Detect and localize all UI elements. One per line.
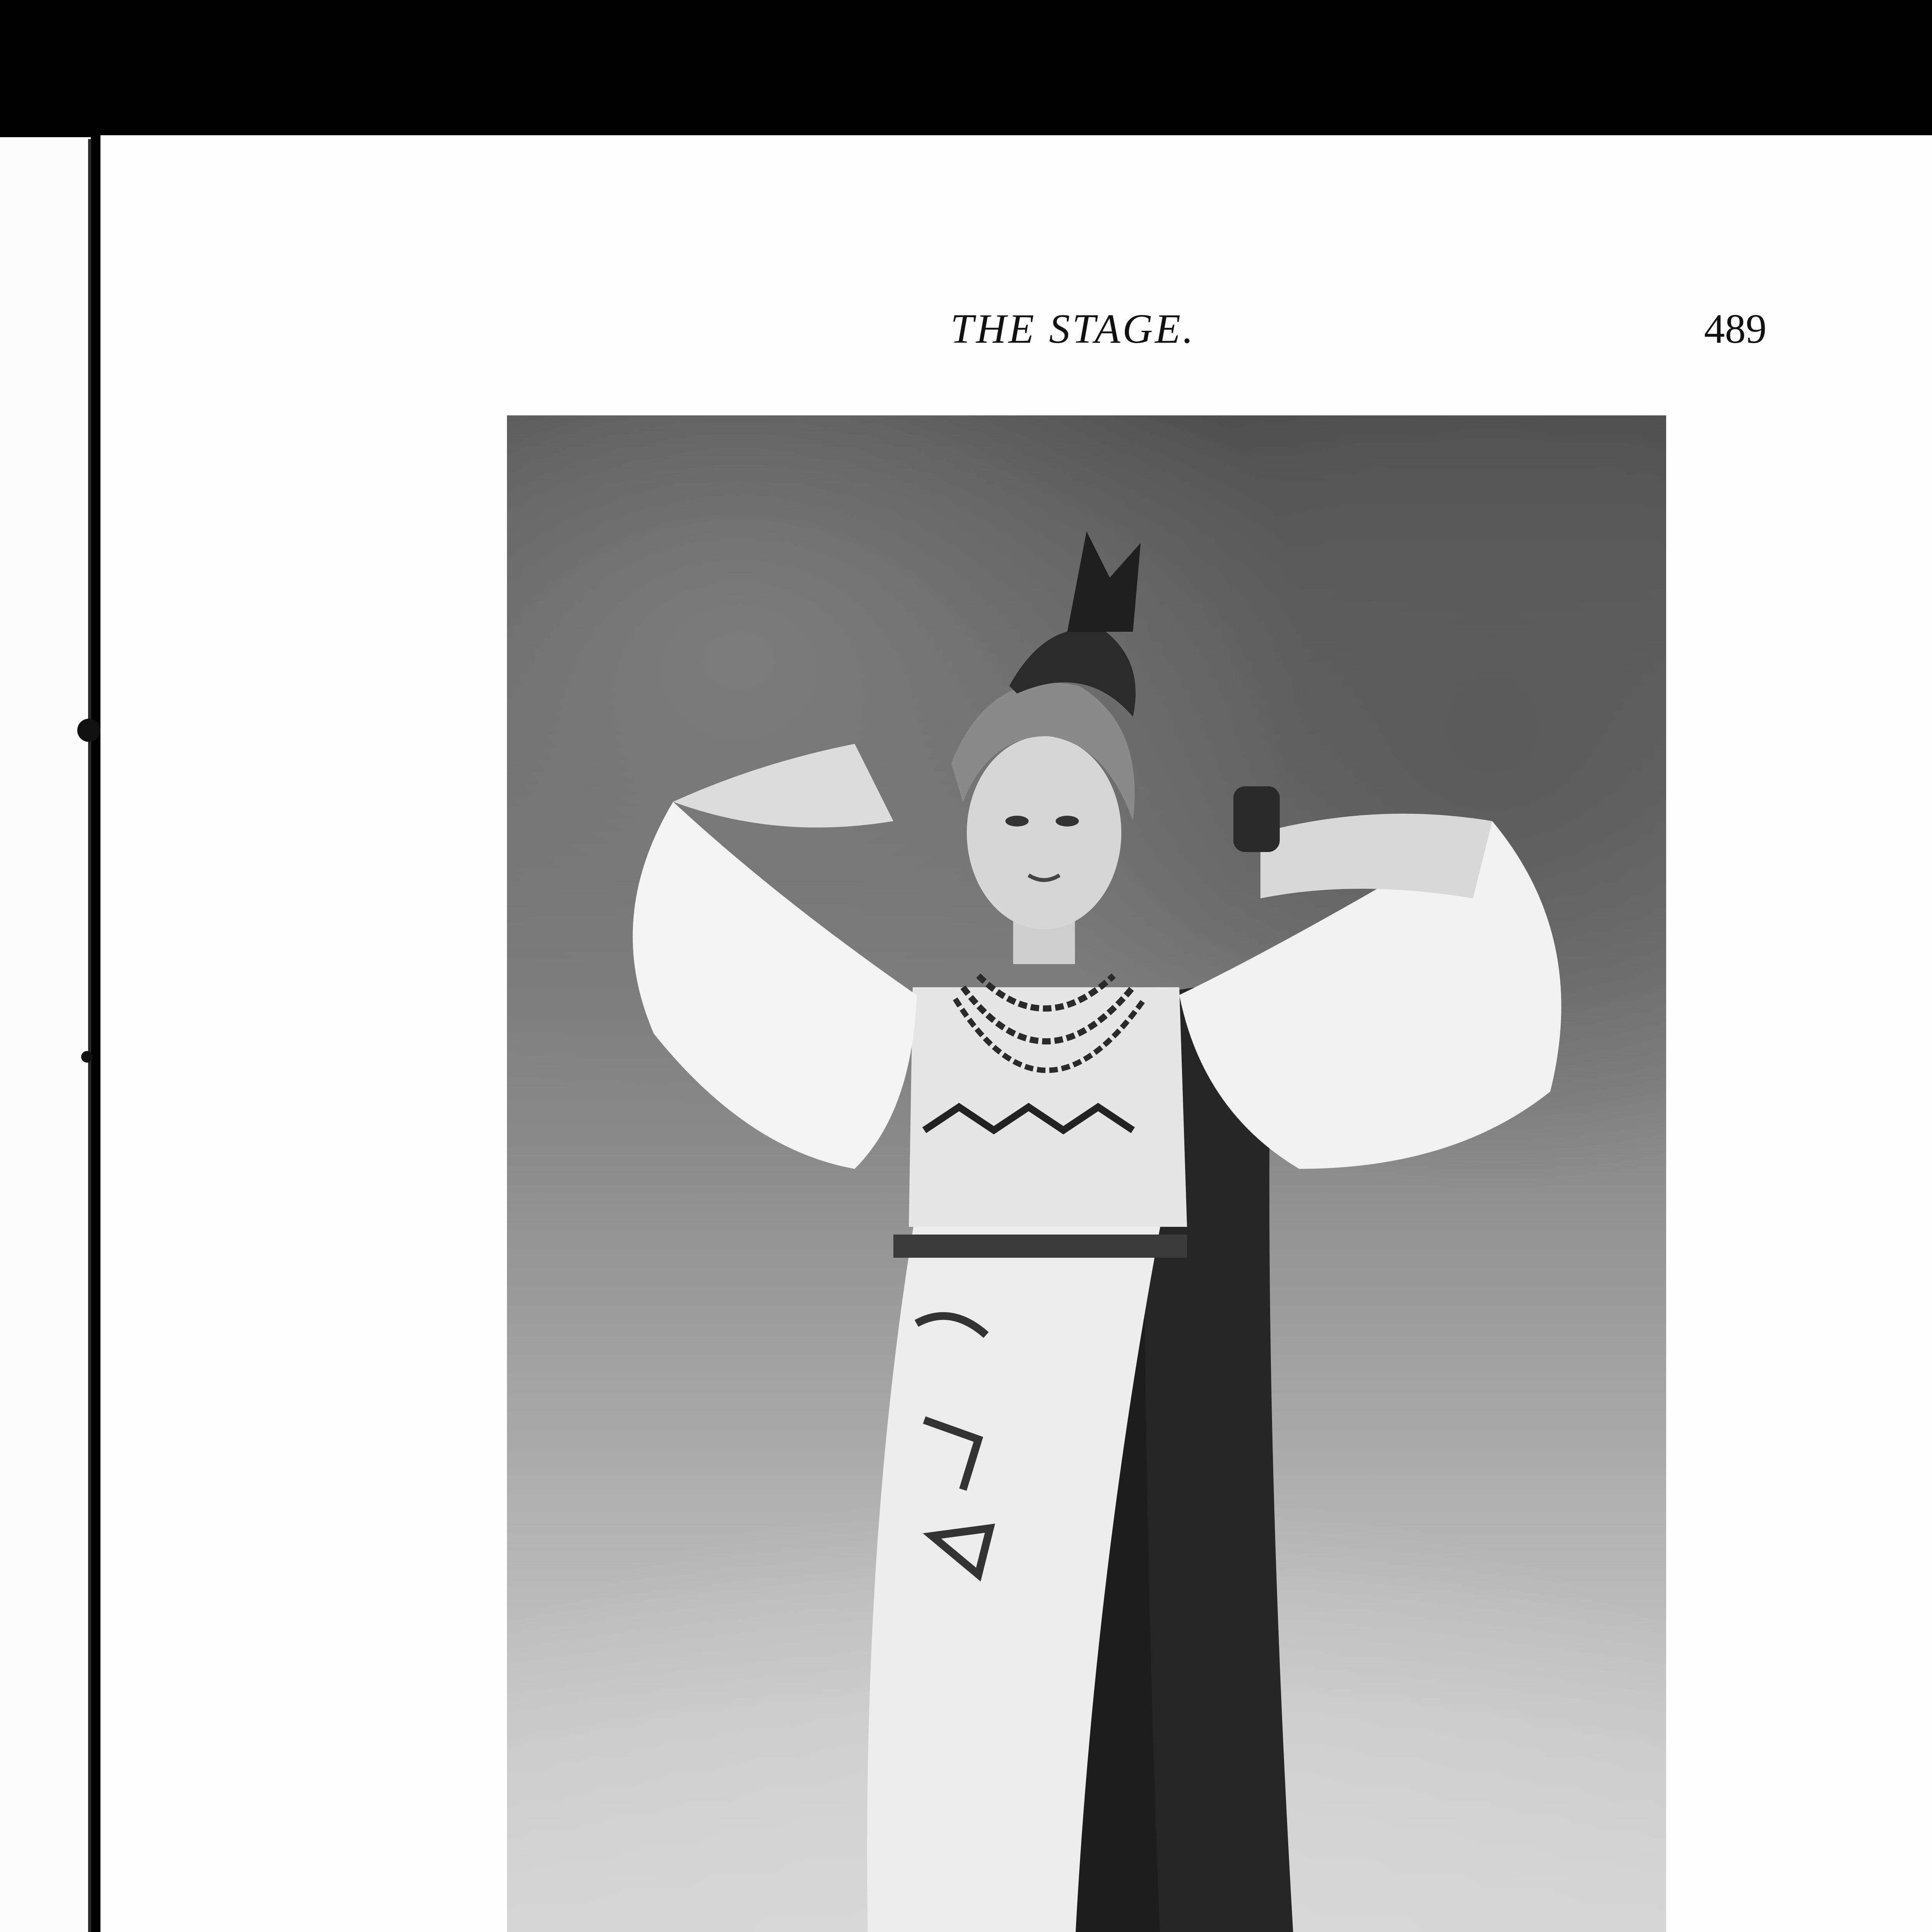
running-title: THE STAGE. xyxy=(951,306,1196,352)
page-number: 489 xyxy=(1704,306,1767,352)
facing-page-edge xyxy=(0,137,91,1932)
portrait-photograph xyxy=(507,415,1666,1932)
portrait-figure xyxy=(507,415,1666,1932)
binding-stitch xyxy=(81,1051,93,1063)
binding-gutter xyxy=(88,139,91,1932)
binding-stitch xyxy=(77,719,100,742)
